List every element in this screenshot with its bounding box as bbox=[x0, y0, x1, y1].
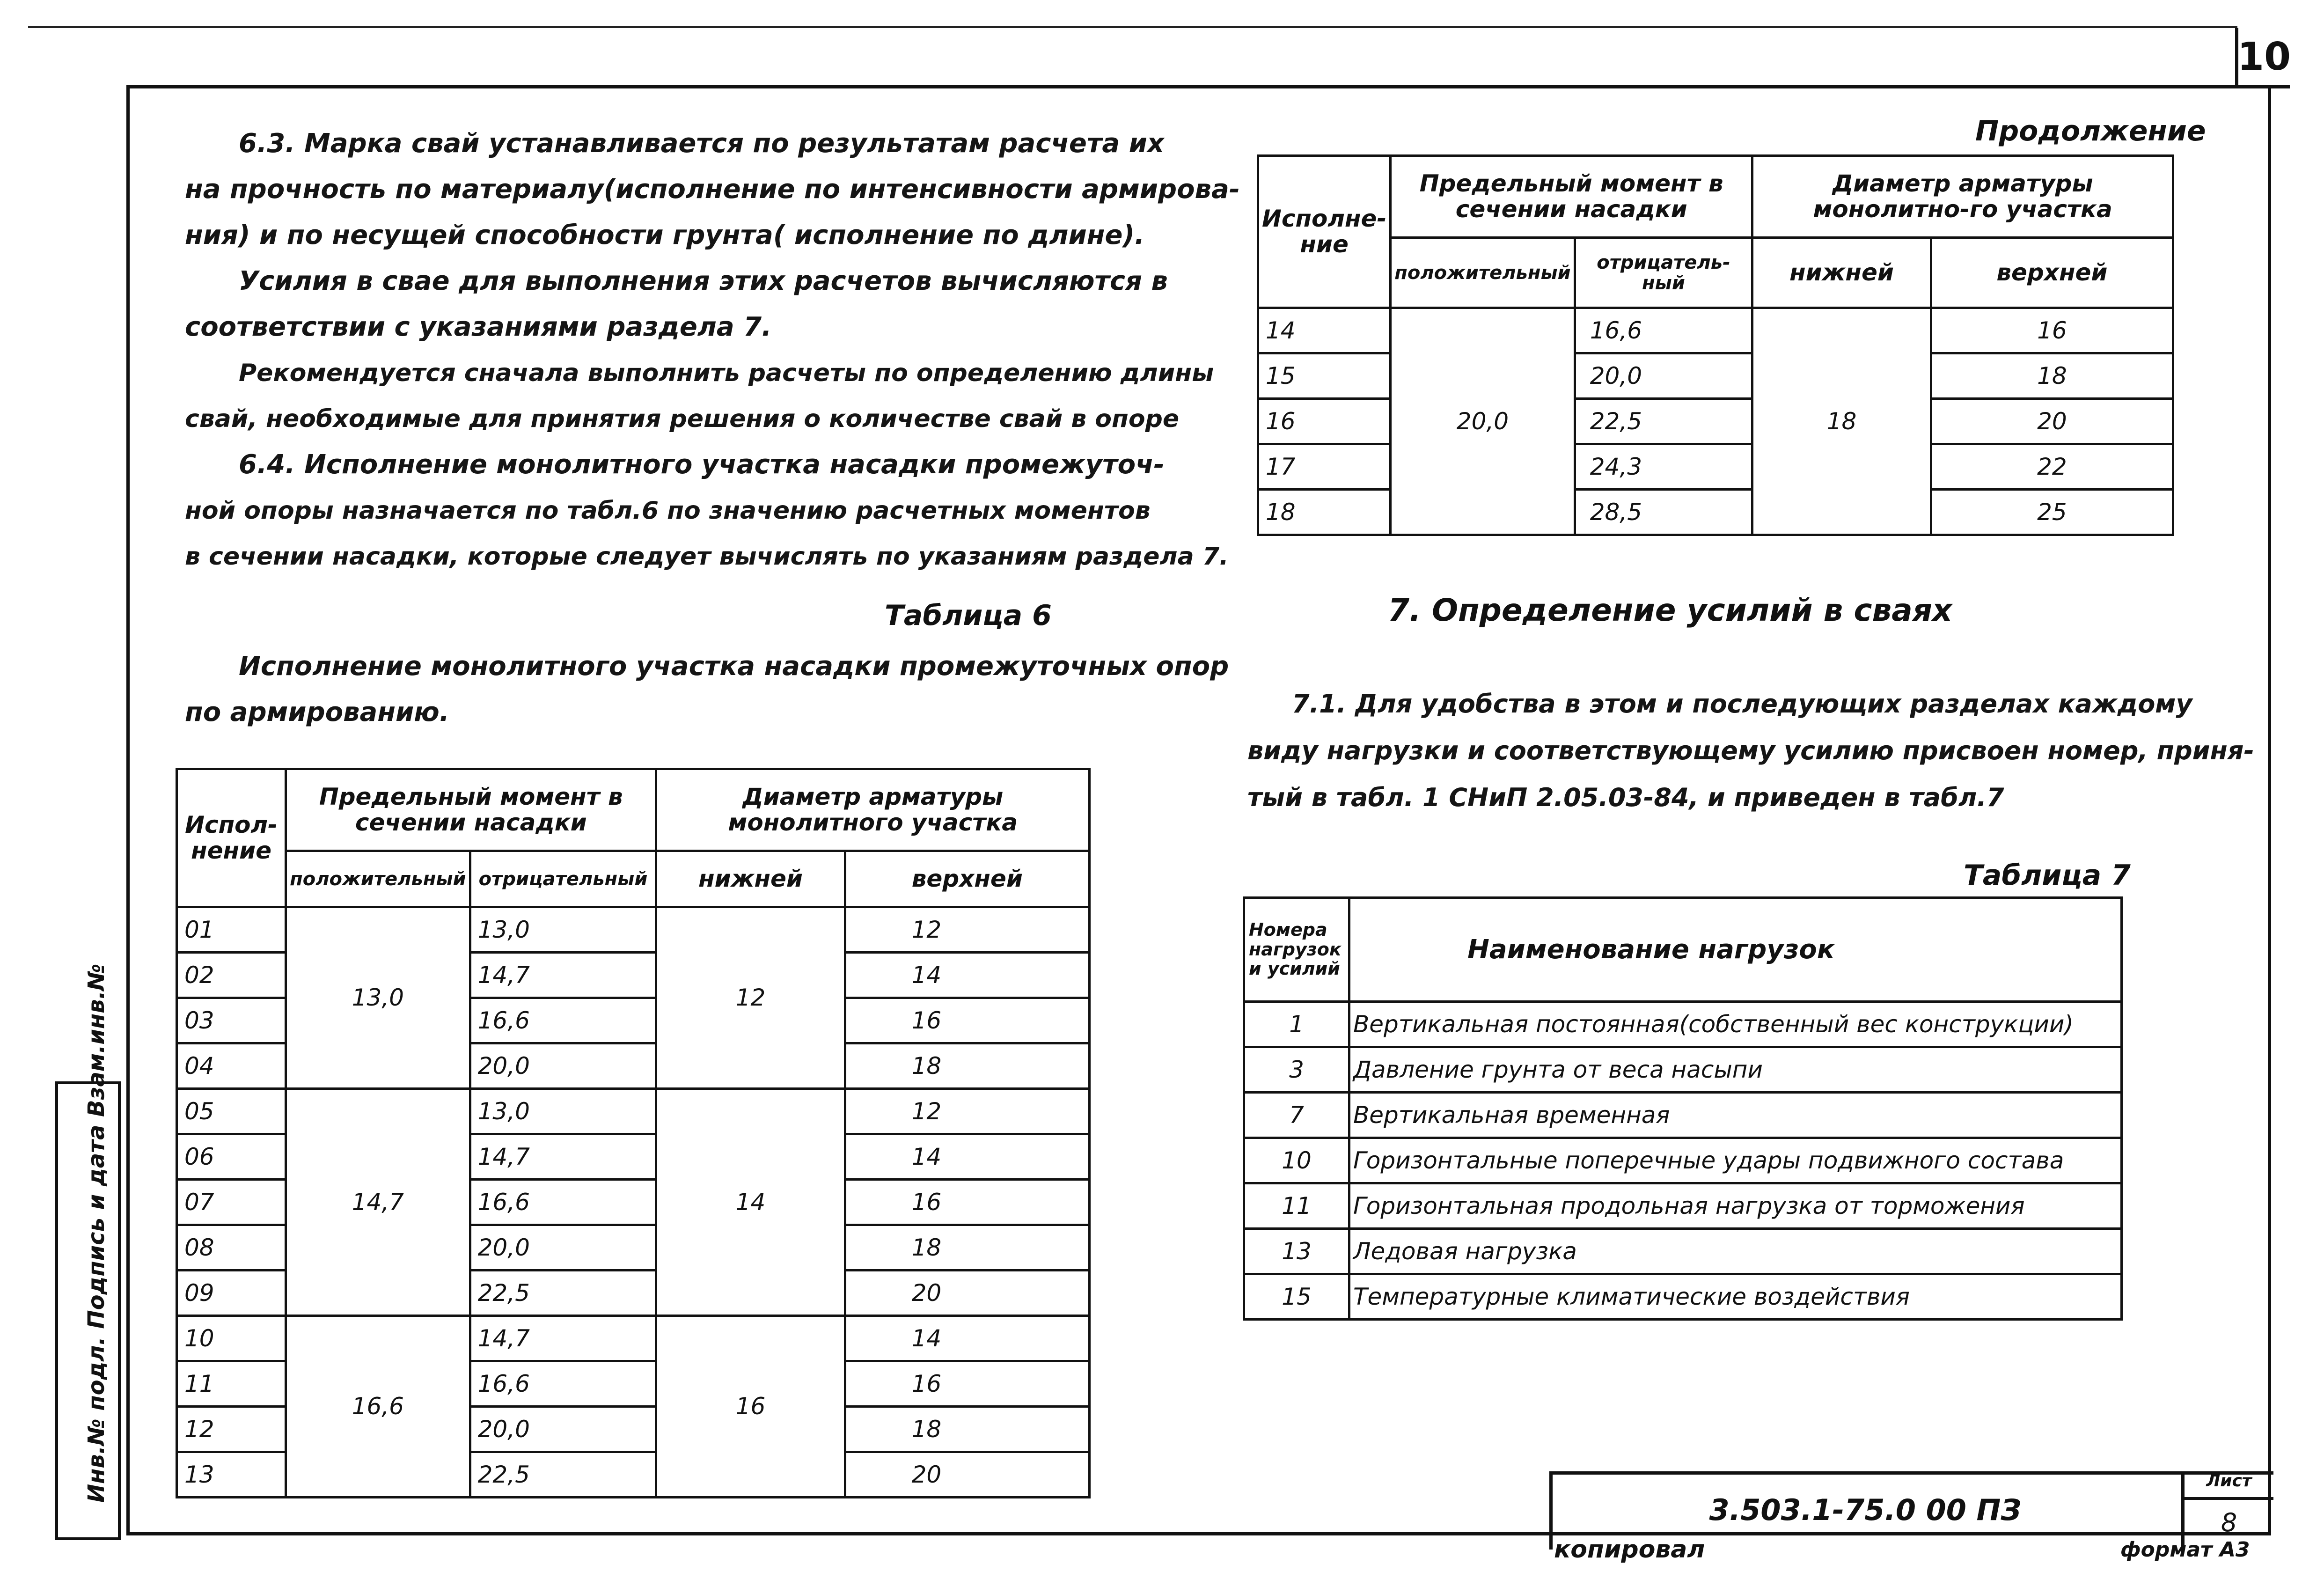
text-line: тый в табл. 1 СНиП 2.05.03-84, и приведен в табл.7 bbox=[1247, 783, 2004, 812]
cell-load-name: Вертикальная постоянная(собственный вес конструкции) bbox=[1349, 1002, 2121, 1047]
cell-load-number: 15 bbox=[1244, 1274, 1349, 1320]
cell-up: 16 bbox=[845, 998, 1089, 1043]
cell-id: 18 bbox=[1258, 490, 1391, 535]
th-lower: нижней bbox=[656, 851, 845, 907]
cell-id: 04 bbox=[177, 1043, 286, 1089]
table-row bbox=[1244, 1047, 2122, 1093]
table-row bbox=[1244, 1183, 2122, 1229]
cell-id: 05 bbox=[177, 1089, 286, 1134]
cell-id: 01 bbox=[177, 907, 286, 953]
cell-neg: 16,6 bbox=[470, 1361, 656, 1407]
cell-neg: 20,0 bbox=[1575, 353, 1752, 399]
cell-up: 20 bbox=[1931, 399, 2173, 444]
cell-up: 18 bbox=[845, 1407, 1089, 1452]
th-positive: положительный bbox=[286, 851, 470, 907]
cell-up: 22 bbox=[1931, 444, 2173, 490]
cell-low: 12 bbox=[656, 907, 845, 1089]
cell-id: 15 bbox=[1258, 353, 1391, 399]
th-load-name: Наименование нагрузок bbox=[1349, 898, 2121, 1002]
th-diameter: Диаметр арматуры монолитно-го участка bbox=[1752, 156, 2173, 238]
cell-up: 18 bbox=[845, 1043, 1089, 1089]
th-exec: Испол-нение bbox=[177, 769, 286, 907]
text-line: в сечении насадки, которые следует вычислять по указаниям раздела 7. bbox=[185, 543, 1229, 571]
cell-pos: 16,6 bbox=[286, 1316, 470, 1498]
cell-id: 10 bbox=[177, 1316, 286, 1361]
th-upper: верхней bbox=[1931, 238, 2173, 308]
para-6-4: 6.4. Исполнение монолитного участка насадки промежуточ- bbox=[239, 449, 1165, 480]
th-moment: Предельный момент в сечении насадки bbox=[1391, 156, 1752, 238]
cell-id: 08 bbox=[177, 1225, 286, 1271]
sheet-number: 10 bbox=[2235, 28, 2290, 88]
cell-pos: 20,0 bbox=[1391, 308, 1575, 535]
text-line: ния) и по несущей способности грунта( исполнение по длине). bbox=[185, 220, 1145, 250]
cell-neg: 13,0 bbox=[470, 907, 656, 953]
cell-id: 11 bbox=[177, 1361, 286, 1407]
cell-up: 20 bbox=[845, 1271, 1089, 1316]
cell-up: 18 bbox=[1931, 353, 2173, 399]
table-row bbox=[177, 1089, 1090, 1134]
table-row bbox=[1244, 1138, 2122, 1183]
table-row bbox=[1244, 1229, 2122, 1274]
text-line: на прочность по материалу(исполнение по интенсивности армирова- bbox=[185, 174, 1240, 205]
th-load-number: Номера нагрузок и усилий bbox=[1244, 898, 1349, 1002]
text-line: свай, необходимые для принятия решения о количестве свай в опоре bbox=[185, 405, 1180, 433]
table-row bbox=[1244, 1093, 2122, 1138]
cell-neg: 14,7 bbox=[470, 1134, 656, 1180]
cell-id: 07 bbox=[177, 1180, 286, 1225]
table6-label: Таблица 6 bbox=[885, 599, 1052, 632]
cell-neg: 16,6 bbox=[470, 998, 656, 1043]
th-upper: верхней bbox=[845, 851, 1089, 907]
cell-neg: 13,0 bbox=[470, 1089, 656, 1134]
cell-id: 12 bbox=[177, 1407, 286, 1452]
cell-up: 20 bbox=[845, 1452, 1089, 1498]
th-exec: Исполне-ние bbox=[1258, 156, 1391, 308]
table6-title: Исполнение монолитного участка насадки промежуточных опор bbox=[239, 651, 1229, 682]
table-6 bbox=[176, 768, 1091, 1498]
table-row bbox=[1244, 1002, 2122, 1047]
text-line: Усилия в свае для выполнения этих расчетов вычисляются в bbox=[239, 266, 1168, 296]
table-row bbox=[1244, 1274, 2122, 1320]
cell-id: 17 bbox=[1258, 444, 1391, 490]
format-label: формат А3 bbox=[2120, 1538, 2250, 1562]
cell-up: 14 bbox=[845, 953, 1089, 998]
text-line: соответствии с указаниями раздела 7. bbox=[185, 312, 772, 342]
continuation-label: Продолжение bbox=[1975, 115, 2206, 147]
table7-label: Таблица 7 bbox=[1964, 859, 2131, 892]
cell-up: 12 bbox=[845, 1089, 1089, 1134]
cell-neg: 14,7 bbox=[470, 1316, 656, 1361]
copied-label: копировал bbox=[1554, 1535, 1705, 1564]
cell-load-name: Давление грунта от веса насыпи bbox=[1349, 1047, 2121, 1093]
sheet-cell bbox=[2181, 1471, 2273, 1546]
table-row bbox=[177, 1316, 1090, 1361]
table-row bbox=[177, 907, 1090, 953]
document-code: 3.503.1-75.0 00 ПЗ bbox=[1709, 1492, 2022, 1527]
cell-load-name: Горизонтальные поперечные удары подвижного состава bbox=[1349, 1138, 2121, 1183]
cell-load-name: Температурные климатические воздействия bbox=[1349, 1274, 2121, 1320]
th-negative: отрицатель-ный bbox=[1575, 238, 1752, 308]
cell-up: 16 bbox=[845, 1180, 1089, 1225]
th-positive: положительный bbox=[1391, 238, 1575, 308]
cell-load-name: Горизонтальная продольная нагрузка от торможения bbox=[1349, 1183, 2121, 1229]
th-lower: нижней bbox=[1752, 238, 1931, 308]
cell-load-name: Ледовая нагрузка bbox=[1349, 1229, 2121, 1274]
cell-load-number: 3 bbox=[1244, 1047, 1349, 1093]
cell-pos: 13,0 bbox=[286, 907, 470, 1089]
th-moment: Предельный момент в сечении насадки bbox=[286, 769, 656, 851]
cell-neg: 16,6 bbox=[470, 1180, 656, 1225]
text-line: ной опоры назначается по табл.6 по значению расчетных моментов bbox=[185, 497, 1151, 525]
cell-load-number: 7 bbox=[1244, 1093, 1349, 1138]
cell-id: 14 bbox=[1258, 308, 1391, 353]
table-6-continued bbox=[1257, 154, 2174, 536]
cell-id: 06 bbox=[177, 1134, 286, 1180]
cell-low: 18 bbox=[1752, 308, 1931, 535]
cell-up: 14 bbox=[845, 1134, 1089, 1180]
cell-low: 16 bbox=[656, 1316, 845, 1498]
top-rule bbox=[28, 26, 2237, 28]
cell-neg: 16,6 bbox=[1575, 308, 1752, 353]
cell-neg: 28,5 bbox=[1575, 490, 1752, 535]
cell-neg: 14,7 bbox=[470, 953, 656, 998]
cell-load-name: Вертикальная временная bbox=[1349, 1093, 2121, 1138]
cell-neg: 22,5 bbox=[1575, 399, 1752, 444]
cell-load-number: 10 bbox=[1244, 1138, 1349, 1183]
cell-up: 14 bbox=[845, 1316, 1089, 1361]
th-negative: отрицательный bbox=[470, 851, 656, 907]
cell-load-number: 1 bbox=[1244, 1002, 1349, 1047]
cell-neg: 22,5 bbox=[470, 1271, 656, 1316]
vertical-stamp-text: Инв.№ подл. Подпись и дата Взам.инв.№ bbox=[83, 963, 110, 1503]
cell-id: 09 bbox=[177, 1271, 286, 1316]
cell-neg: 22,5 bbox=[470, 1452, 656, 1498]
table-7 bbox=[1243, 896, 2123, 1321]
cell-up: 16 bbox=[845, 1361, 1089, 1407]
cell-up: 18 bbox=[845, 1225, 1089, 1271]
cell-up: 16 bbox=[1931, 308, 2173, 353]
cell-neg: 20,0 bbox=[470, 1407, 656, 1452]
cell-up: 25 bbox=[1931, 490, 2173, 535]
cell-up: 12 bbox=[845, 907, 1089, 953]
cell-neg: 20,0 bbox=[470, 1043, 656, 1089]
cell-load-number: 11 bbox=[1244, 1183, 1349, 1229]
cell-id: 16 bbox=[1258, 399, 1391, 444]
cell-neg: 24,3 bbox=[1575, 444, 1752, 490]
section-7-title: 7. Определение усилий в сваях bbox=[1388, 592, 1952, 628]
table6-title-2: по армированию. bbox=[185, 697, 449, 727]
cell-low: 14 bbox=[656, 1089, 845, 1316]
para-7-1: 7.1. Для удобства в этом и последующих разделах каждому bbox=[1292, 689, 2192, 719]
text-line: виду нагрузки и соответствующему усилию присвоен номер, приня- bbox=[1247, 736, 2254, 765]
cell-pos: 14,7 bbox=[286, 1089, 470, 1316]
text-line: Рекомендуется сначала выполнить расчеты по определению длины bbox=[239, 359, 1214, 387]
sheet-label: Лист bbox=[2185, 1471, 2273, 1500]
para-6-3: 6.3. Марка свай устанавливается по результатам расчета их bbox=[239, 128, 1165, 159]
sheet-value: 8 bbox=[2221, 1508, 2237, 1537]
cell-neg: 20,0 bbox=[470, 1225, 656, 1271]
th-diameter: Диаметр арматуры монолитного участка bbox=[656, 769, 1090, 851]
table-row bbox=[1258, 308, 2173, 353]
cell-id: 03 bbox=[177, 998, 286, 1043]
cell-id: 02 bbox=[177, 953, 286, 998]
cell-load-number: 13 bbox=[1244, 1229, 1349, 1274]
cell-id: 13 bbox=[177, 1452, 286, 1498]
